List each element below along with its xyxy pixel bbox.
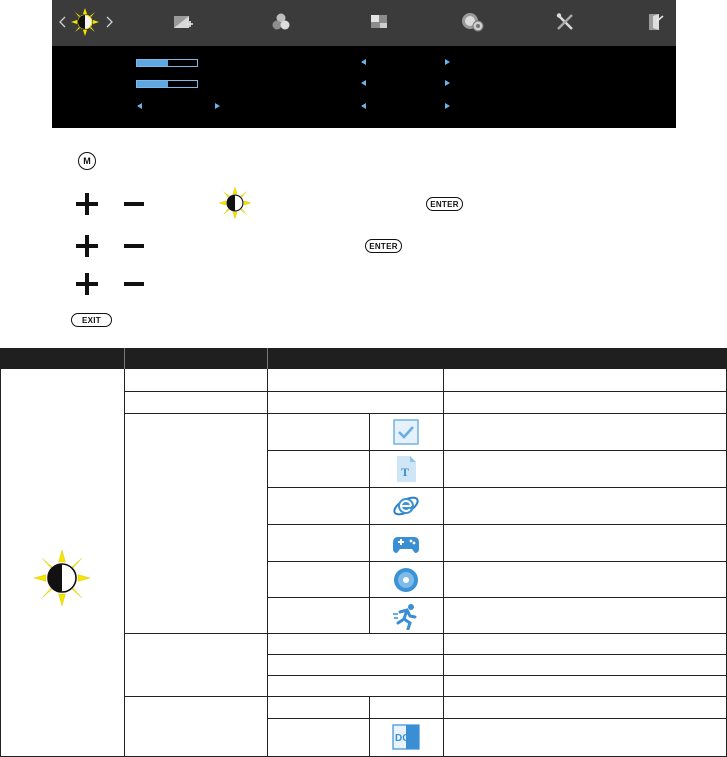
column-divider <box>124 369 125 757</box>
left-arrow-icon[interactable] <box>137 103 142 109</box>
row-divider <box>124 633 727 634</box>
row-divider <box>124 391 727 392</box>
row-divider <box>267 675 727 676</box>
left-arrow-icon[interactable] <box>361 80 366 86</box>
text-mode-icon <box>392 455 420 483</box>
column-divider <box>369 413 370 633</box>
menu-key-label: M <box>83 156 91 166</box>
exit-icon[interactable] <box>640 8 670 36</box>
internet-icon <box>392 492 420 520</box>
row-divider <box>124 413 727 414</box>
row-divider <box>267 524 727 525</box>
exit-key-label: EXIT <box>82 315 101 325</box>
osd-menu-panel <box>52 0 676 128</box>
enter-key-icon[interactable] <box>426 197 463 211</box>
table-header <box>0 348 727 369</box>
plus-icon[interactable] <box>76 235 98 257</box>
minus-icon[interactable] <box>124 202 144 206</box>
osd-setup-icon[interactable] <box>458 8 488 36</box>
row-divider <box>124 696 727 697</box>
table-border-left <box>0 369 1 757</box>
brightness-icon <box>218 186 252 220</box>
game-controller-icon <box>392 529 420 557</box>
plus-icon[interactable] <box>76 273 98 295</box>
plus-icon[interactable] <box>76 193 98 215</box>
osd-tab-right-arrow[interactable] <box>104 15 114 29</box>
row-divider <box>267 487 727 488</box>
minus-icon[interactable] <box>124 282 144 286</box>
color-setup-icon[interactable] <box>266 8 296 36</box>
row-divider <box>267 718 727 719</box>
sports-runner-icon <box>392 602 420 630</box>
right-arrow-icon[interactable] <box>445 80 450 86</box>
slider-track[interactable] <box>136 59 198 67</box>
minus-icon[interactable] <box>124 244 144 248</box>
extra-icon[interactable] <box>550 8 580 36</box>
enter-key-label: ENTER <box>369 241 398 251</box>
left-arrow-icon[interactable] <box>361 103 366 109</box>
header-divider <box>267 348 268 369</box>
osd-row-2 <box>52 77 676 91</box>
row-divider <box>267 597 727 598</box>
right-arrow-icon[interactable] <box>445 103 450 109</box>
row-divider <box>267 654 727 655</box>
svg-text:T: T <box>401 465 410 479</box>
standard-check-icon <box>392 418 420 446</box>
row-divider <box>267 561 727 562</box>
brightness-icon <box>32 548 92 608</box>
row-divider <box>267 450 727 451</box>
slider-fill <box>137 60 168 66</box>
enter-key-label: ENTER <box>430 199 459 209</box>
dcr-icon-text: DCR <box>395 733 417 744</box>
slider-fill <box>137 81 168 87</box>
enter-key-icon[interactable] <box>365 239 402 253</box>
column-divider <box>443 369 444 757</box>
image-setup-icon[interactable] <box>168 8 198 36</box>
column-divider <box>267 369 268 757</box>
step-1 <box>70 150 670 174</box>
brightness-icon[interactable] <box>68 8 102 36</box>
right-arrow-icon[interactable] <box>215 103 220 109</box>
movie-disc-icon <box>392 566 420 594</box>
osd-tab-left-arrow[interactable] <box>58 15 68 29</box>
step-4 <box>70 273 670 297</box>
slider-track[interactable] <box>136 80 198 88</box>
dcr-icon <box>392 723 420 751</box>
right-arrow-icon[interactable] <box>445 59 450 65</box>
picture-boost-icon[interactable] <box>364 8 394 36</box>
step-3 <box>70 235 670 259</box>
header-divider <box>124 348 125 369</box>
step-2 <box>70 193 670 217</box>
settings-table <box>0 348 727 757</box>
exit-key-icon[interactable] <box>71 313 112 327</box>
menu-key-icon[interactable] <box>78 152 96 170</box>
step-5 <box>70 312 670 336</box>
osd-row-1 <box>52 56 676 70</box>
column-divider <box>369 696 370 757</box>
left-arrow-icon[interactable] <box>361 59 366 65</box>
osd-row-3 <box>52 100 676 114</box>
